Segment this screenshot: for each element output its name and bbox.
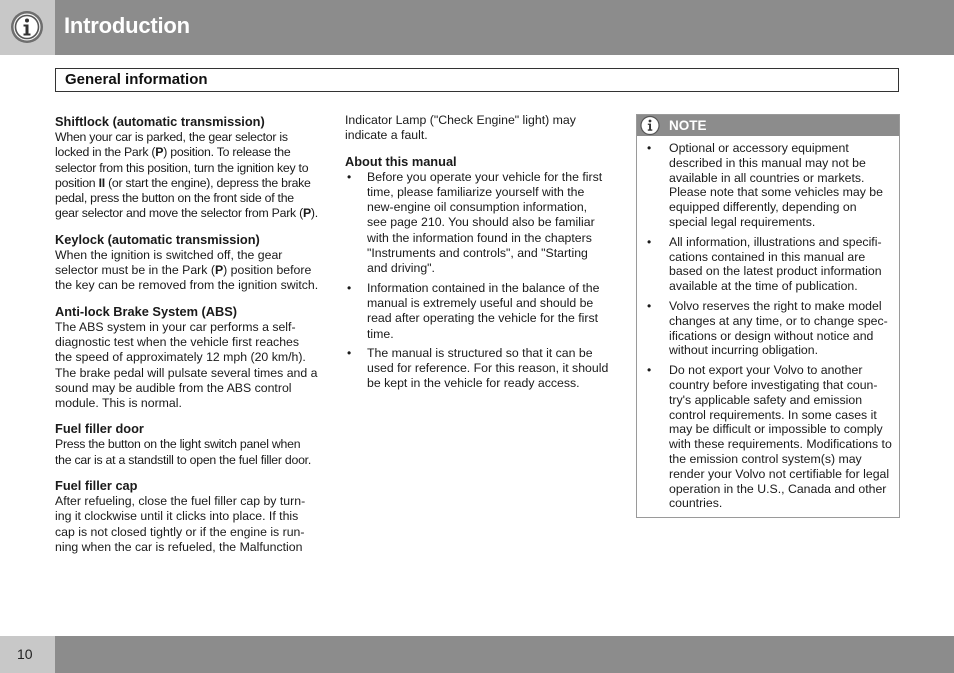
chapter-title: Introduction bbox=[64, 13, 190, 38]
fuel-door-text: Press the button on the light switch panel when the car is at a standstill to open the fuel filler door. bbox=[55, 437, 312, 467]
fuel-door-heading: Fuel filler door bbox=[55, 421, 144, 437]
note-list bbox=[645, 141, 893, 511]
list-item: • Before you operate your vehicle for the first time, please familiarize yourself with the new-engine oil consumption information, see page 210. You should also be familiar with the information found in the chapters "Instruments and controls", and "Starting and driving". bbox=[345, 170, 609, 277]
note-header bbox=[637, 115, 899, 136]
keylock-text: When the ignition is switched off, the gear selector must be in the Park (P) position before the key can be removed from the ignition switch. bbox=[55, 247, 319, 293]
fuel-cap-heading: Fuel filler cap bbox=[55, 478, 138, 494]
footer-bar bbox=[55, 636, 954, 673]
page-number: 10 bbox=[17, 646, 33, 662]
info-icon bbox=[10, 10, 44, 44]
info-icon bbox=[639, 115, 661, 136]
keylock-heading: Keylock (automatic transmission) bbox=[55, 231, 260, 247]
note-title: NOTE bbox=[669, 118, 707, 133]
chapter-icon-box bbox=[0, 0, 55, 55]
list-item: • Information contained in the balance of the manual is extremely useful and should be read after operating the vehicle for the first time. bbox=[345, 281, 609, 342]
column-2 bbox=[345, 113, 609, 396]
about-manual-heading: About this manual bbox=[345, 153, 457, 169]
note-box bbox=[636, 114, 900, 518]
shiftlock-heading: Shiftlock (automatic transmission) bbox=[55, 114, 265, 129]
section-title: General information bbox=[65, 71, 208, 88]
column-1 bbox=[55, 114, 319, 565]
list-item: • Do not export your Volvo to another country before investigating that coun-try's applicable safety and emission control requirements. In some cases it may be difficult or impossible to comply with these requirements. Modifications to the emission control system(s) may render your Volvo not certifiable for legal operation in the U.S., Canada and other countries. bbox=[645, 363, 893, 511]
section-title-box bbox=[55, 68, 899, 92]
list-item: • Volvo reserves the right to make model changes at any time, or to change spec-ifications or design without notice and without incurring obligation. bbox=[645, 299, 893, 358]
note-body bbox=[645, 141, 893, 516]
abs-heading: Anti-lock Brake System (ABS) bbox=[55, 303, 238, 319]
continuation-text: Indicator Lamp ("Check Engine" light) may indicate a fault. bbox=[345, 113, 576, 143]
abs-text: The ABS system in your car performs a self-diagnostic test when the vehicle first reaches the speed of approximately 12 mph (20 km/h). The brake pedal will pulsate several times and a sound may be audible from the ABS control module. This is normal. bbox=[55, 319, 318, 411]
list-item: • The manual is structured so that it can be used for reference. For this reason, it should be kept in the vehicle for ready access. bbox=[345, 346, 609, 392]
fuel-cap-text: After refueling, close the fuel filler cap by turn-ing it clockwise until it clicks into place. If this cap is not closed tightly or if the engine is run-ning when the car is refueled, the Malfunction bbox=[55, 494, 306, 554]
list-item: • All information, illustrations and specifi-cations contained in this manual are based on the latest product information available at the time of publication. bbox=[645, 235, 893, 294]
page-number-box bbox=[0, 636, 55, 673]
about-manual-list bbox=[345, 170, 609, 392]
list-item: • Optional or accessory equipment described in this manual may not be available in all countries or markets. Please note that some vehicles may be equipped differently, depending on special legal requirements. bbox=[645, 141, 893, 230]
shiftlock-text: When your car is parked, the gear selector is locked in the Park (P) position. To release the selector from this position, turn the ignition key to position II (or start the engine), depress the brake pedal, press the button on the front side of the gear selector and move the selector from Park (P). bbox=[55, 130, 318, 221]
